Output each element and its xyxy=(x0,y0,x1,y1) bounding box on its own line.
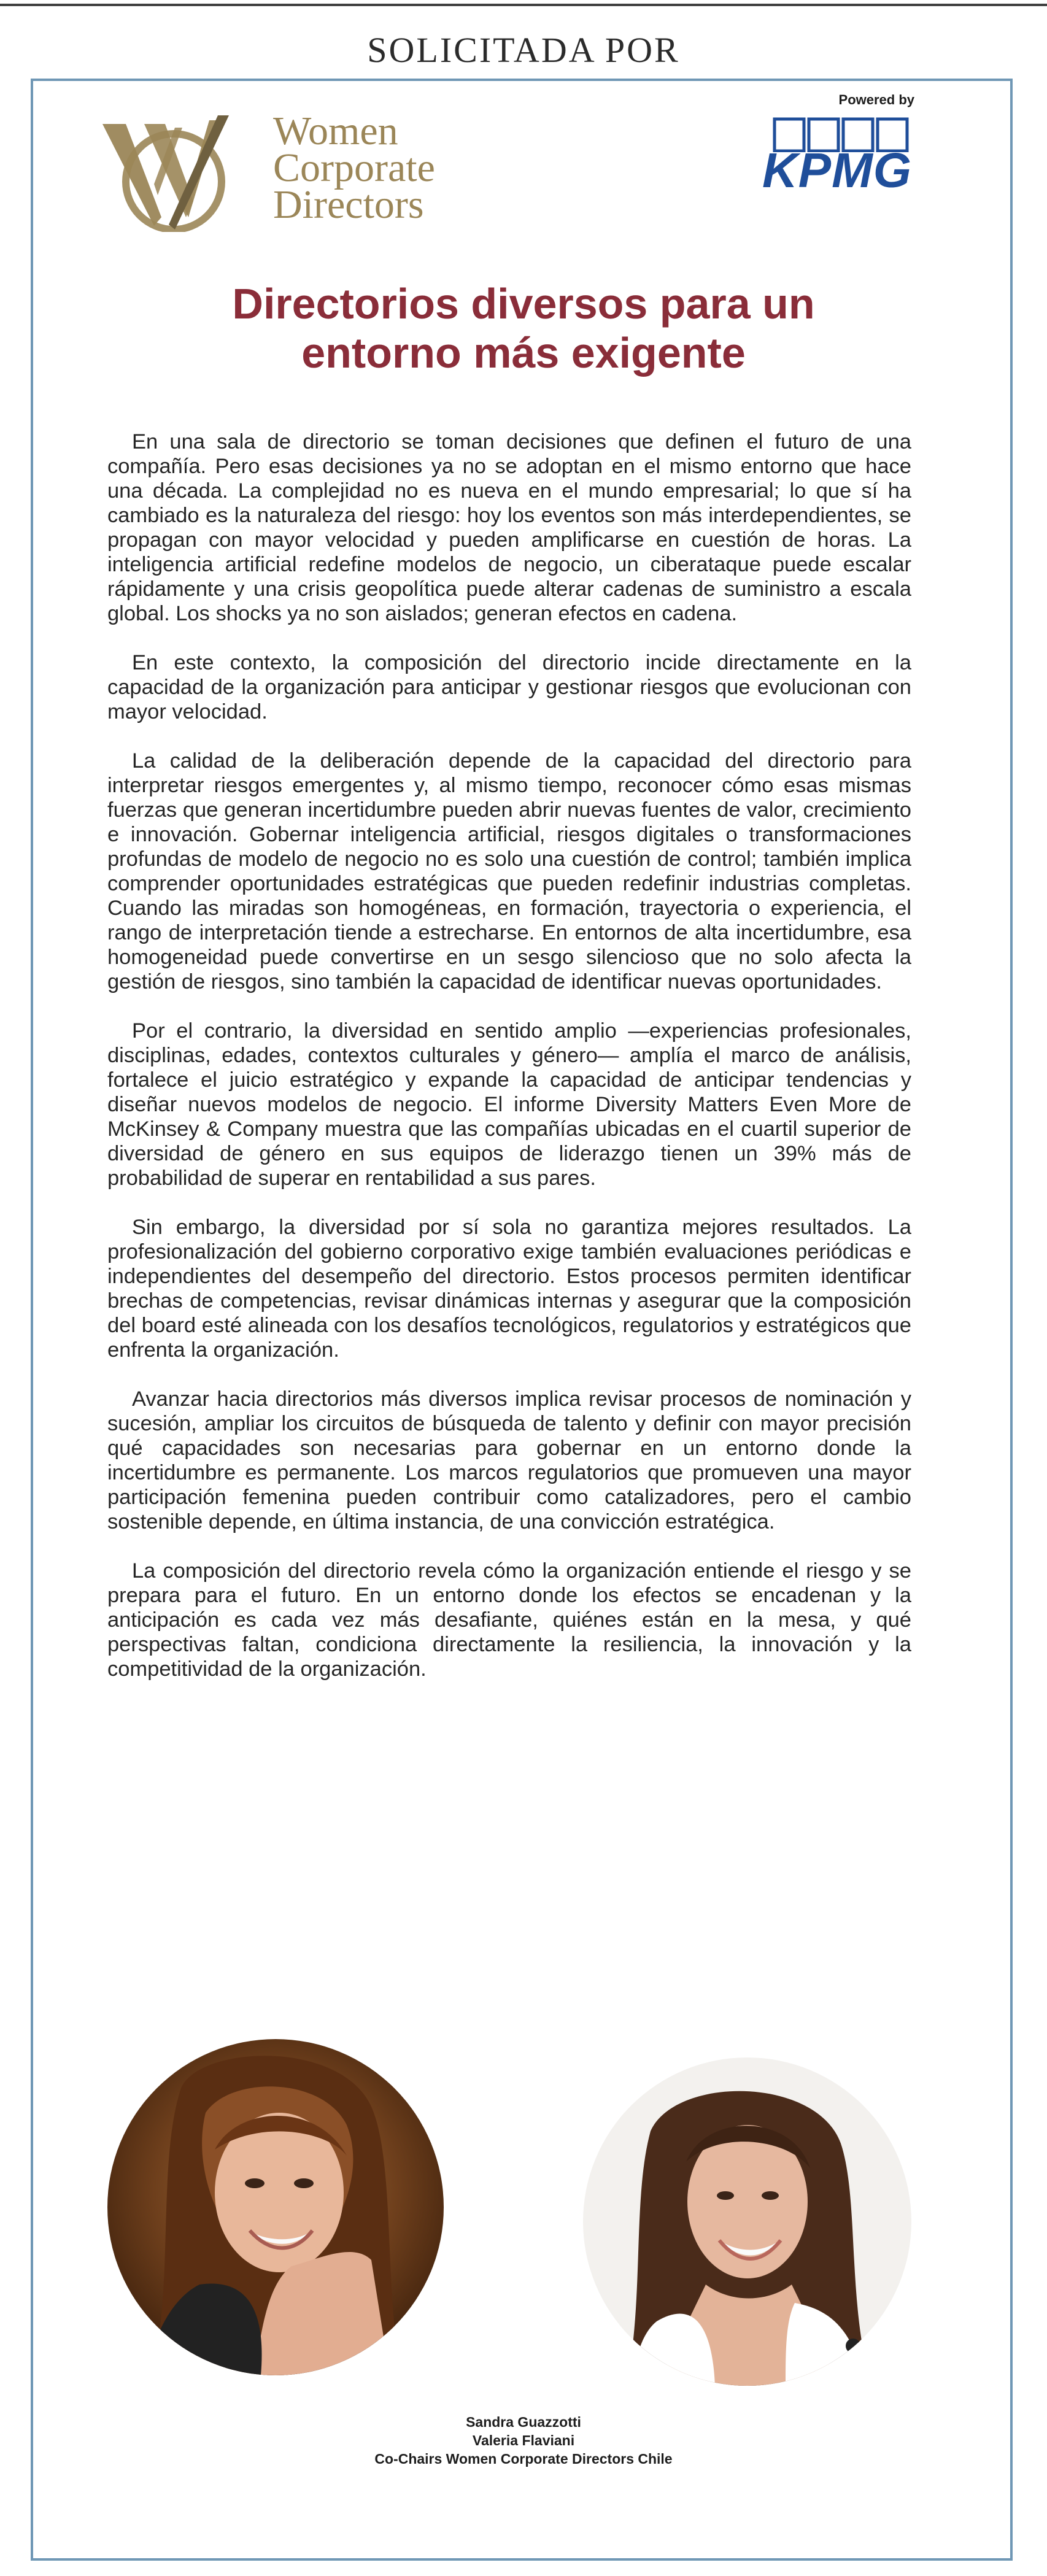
wcd-wordmark-line2: Corporate xyxy=(273,145,435,190)
wcd-monogram-icon xyxy=(101,109,252,232)
wcd-logo xyxy=(101,109,445,232)
author-role: Co-Chairs Women Corporate Directors Chile xyxy=(374,2451,673,2467)
kpmg-wordmark: KPMG xyxy=(762,143,912,198)
kpmg-logo xyxy=(761,115,921,201)
author-photo-valeria xyxy=(583,2057,911,2386)
article-paragraph: En una sala de directorio se toman decisiones que definen el futuro de una compañía. Pero esas decisiones ya no se adoptan en el mismo entorno que hace una década. La complejidad no es nueva en el mundo empresarial; lo que sí ha cambiado es la naturaleza del riesgo: hoy los eventos son más interdependientes, se propagan con mayor velocidad y pueden amplificarse en cuestión de horas. La inteligencia artificial redefine modelos de negocio, un ciberataque puede escalar rápidamente y una crisis geopolítica puede alterar cadenas de suministro a escala global. Los shocks ya no son aislados; generan efectos en cadena. xyxy=(107,430,911,625)
author-signature xyxy=(0,2413,1047,2468)
author-name-1: Sandra Guazzotti xyxy=(466,2414,581,2430)
author-photo-sandra xyxy=(107,2039,444,2375)
sponsored-label: SOLICITADA POR xyxy=(367,30,680,70)
author-name-2: Valeria Flaviani xyxy=(472,2432,575,2448)
article-paragraph: La composición del directorio revela cómo la organización entiende el riesgo y se prepara para el futuro. En un entorno donde los efectos se encadenan y la anticipación es cada vez más desafiante, quiénes están en la mesa, y qué perspectivas faltan, condiciona directamente la resiliencia, la innovación y la competitividad de la organización. xyxy=(107,1559,911,1681)
portrait-image xyxy=(583,2057,911,2386)
wcd-wordmark xyxy=(273,109,435,227)
article-title-line2: entorno más exigente xyxy=(301,329,746,377)
portrait-image xyxy=(107,2039,444,2375)
article-title-line1: Directorios diversos para un xyxy=(232,280,815,328)
article-paragraph: En este contexto, la composición del directorio incide directamente en la capacidad de la organización para anticipar y gestionar riesgos que evolucionan con mayor velocidad. xyxy=(107,651,911,723)
wcd-wordmark-line3: Directors xyxy=(273,182,424,227)
powered-by-label: Powered by xyxy=(838,92,914,107)
article-paragraph: Sin embargo, la diversidad por sí sola no garantiza mejores resultados. La profesionalización del gobierno corporativo exige también evaluaciones periódicas e independientes del desempeño del directorio. Estos procesos permiten identificar brechas de competencias, revisar dinámicas internas y asegurar que la composición del board esté alineada con los desafíos tecnológicos, regulatorios y estratégicos que enfrenta la organización. xyxy=(107,1216,911,1362)
article-paragraph: Avanzar hacia directorios más diversos implica revisar procesos de nominación y sucesión, ampliar los circuitos de búsqueda de talento y definir con mayor precisión qué capacidades son necesarias para gobernar en un entorno donde la incertidumbre es permanente. Los marcos regulatorios que promueven una mayor participación femenina pueden contribuir como catalizadores, pero el cambio sostenible depende, en última instancia, de una convicción estratégica. xyxy=(107,1387,911,1533)
wcd-wordmark-line1: Women xyxy=(273,109,398,153)
article-body xyxy=(107,430,911,1706)
article-paragraph: La calidad de la deliberación depende de la capacidad del directorio para interpretar riesgos emergentes y, al mismo tiempo, reconocer cómo esas mismas fuerzas que generan incertidumbre pueden abrir nuevas fuentes de valor, crecimiento e innovación. Gobernar inteligencia artificial, riesgos digitales o transformaciones profundas de modelo de negocio no es solo una cuestión de control; también implica comprender oportunidades estratégicas que pueden redefinir industrias completas. Cuando las miradas son homogéneas, en formación, trayectoria o experiencia, el rango de interpretación tiende a estrecharse. En entornos de alta incertidumbre, esa homogeneidad puede convertirse en un sesgo silencioso que no solo afecta la gestión de riesgos, sino también la capacidad de identificar nuevas oportunidades. xyxy=(107,749,911,993)
article-title xyxy=(0,279,1047,377)
top-rule xyxy=(0,4,1047,6)
article-paragraph: Por el contrario, la diversidad en sentido amplio —experiencias profesionales, disciplinas, edades, contextos culturales y género— amplía el marco de análisis, fortalece el juicio estratégico y expande la capacidad de anticipar tendencias y diseñar nuevos modelos de negocio. El informe Diversity Matters Even More de McKinsey & Company muestra que las compañías ubicadas en el cuartil superior de diversidad de género en sus equipos de liderazgo tienen un 39% más de probabilidad de superar en rentabilidad a sus pares. xyxy=(107,1019,911,1190)
